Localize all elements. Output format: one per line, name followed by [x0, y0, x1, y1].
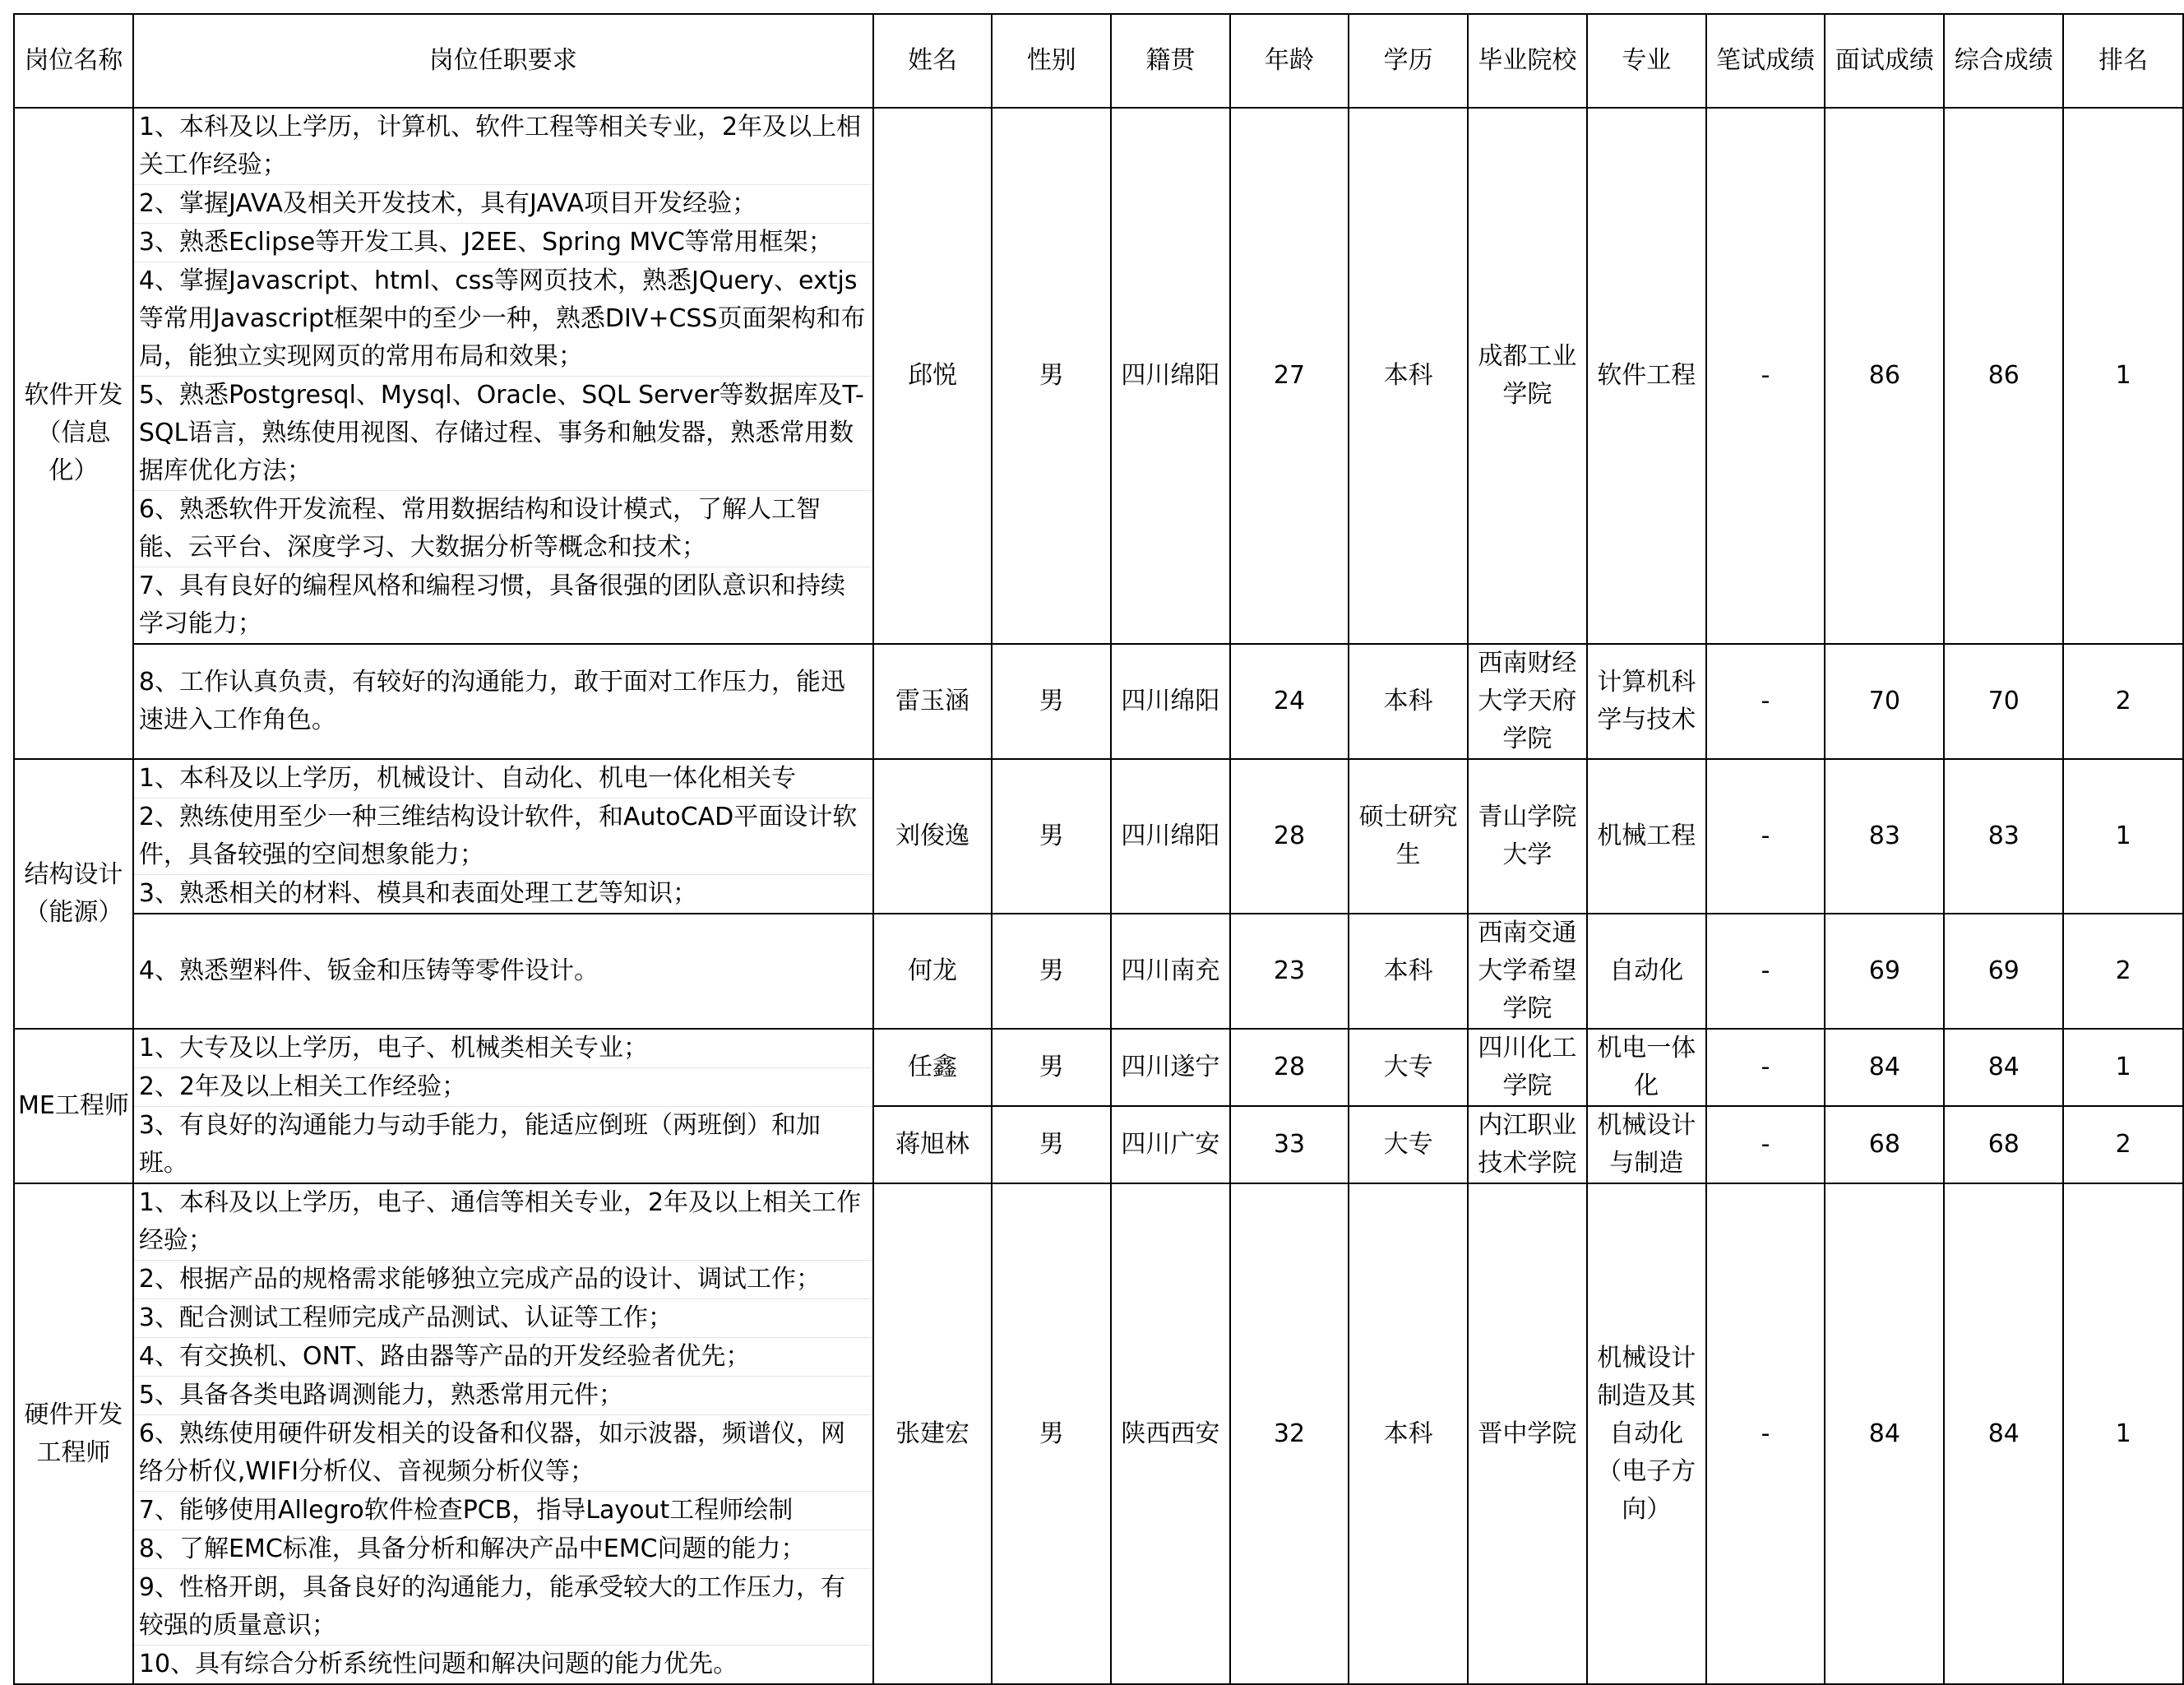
candidate-major: 软件工程 — [1587, 108, 1706, 644]
candidate-age: 28 — [1230, 759, 1349, 914]
header-interview-score: 面试成绩 — [1825, 14, 1944, 108]
position-cell: 软件开发（信息化） — [14, 108, 133, 759]
table-row — [14, 108, 2183, 644]
candidate-name: 任鑫 — [873, 1029, 993, 1106]
candidate-total-score: 83 — [1944, 759, 2063, 914]
candidate-major: 计算机科学与技术 — [1587, 644, 1706, 759]
requirements-cell — [133, 1029, 873, 1183]
candidate-written-score: - — [1706, 1029, 1825, 1106]
candidate-rank: 1 — [2063, 1029, 2183, 1106]
requirement-line: 5、具备各类电路调测能力，熟悉常用元件； — [134, 1377, 872, 1415]
header-education: 学历 — [1349, 14, 1468, 108]
candidate-rank: 1 — [2063, 108, 2183, 644]
candidate-interview-score: 84 — [1825, 1029, 1944, 1106]
candidate-school: 四川化工学院 — [1468, 1029, 1587, 1106]
table-row — [14, 644, 2183, 759]
candidate-school: 西南财经大学天府学院 — [1468, 644, 1587, 759]
requirement-line: 5、熟悉Postgresql、Mysql、Oracle、SQL Server等数据库及T-SQL语言，熟练使用视图、存储过程、事务和触发器，熟悉常用数据库优化方法； — [134, 377, 872, 491]
candidate-origin: 四川绵阳 — [1111, 108, 1230, 644]
header-row — [14, 14, 2183, 108]
requirement-line: 4、有交换机、ONT、路由器等产品的开发经验者优先； — [134, 1338, 872, 1377]
candidate-major: 机械设计制造及其自动化（电子方向） — [1587, 1183, 1706, 1684]
requirement-line: 3、熟悉相关的材料、模具和表面处理工艺等知识； — [138, 879, 697, 908]
candidate-education: 大专 — [1349, 1106, 1468, 1183]
candidate-written-score: - — [1706, 108, 1825, 644]
table-row — [14, 914, 2183, 1029]
candidate-name: 蒋旭林 — [873, 1106, 993, 1183]
candidate-total-score: 68 — [1944, 1106, 2063, 1183]
candidate-name: 何龙 — [873, 914, 993, 1029]
candidate-origin: 四川广安 — [1111, 1106, 1230, 1183]
candidate-total-score: 70 — [1944, 644, 2063, 759]
candidate-gender: 男 — [992, 914, 1111, 1029]
requirements-cell — [133, 1183, 873, 1684]
requirement-line: 2、根据产品的规格需求能够独立完成产品的设计、调试工作； — [134, 1261, 872, 1299]
candidate-major: 机械设计与制造 — [1587, 1106, 1706, 1183]
candidate-education: 本科 — [1349, 914, 1468, 1029]
candidate-rank: 2 — [2063, 644, 2183, 759]
requirement-line: 3、熟悉Eclipse等开发工具、J2EE、Spring MVC等常用框架； — [134, 224, 872, 262]
candidate-gender: 男 — [992, 1029, 1111, 1106]
table-row — [14, 1029, 2183, 1106]
requirement-line: 7、具有良好的编程风格和编程习惯，具备很强的团队意识和持续学习能力； — [138, 572, 845, 638]
header-name: 姓名 — [873, 14, 993, 108]
table-row — [14, 1183, 2183, 1684]
candidate-education: 本科 — [1349, 108, 1468, 644]
candidate-interview-score: 70 — [1825, 644, 1944, 759]
candidate-major: 自动化 — [1587, 914, 1706, 1029]
candidate-education: 本科 — [1349, 1183, 1468, 1684]
position-cell: 硬件开发工程师 — [14, 1183, 133, 1684]
requirement-line: 10、具有综合分析系统性问题和解决问题的能力优先。 — [138, 1650, 738, 1678]
requirement-line: 8、了解EMC标准，具备分析和解决产品中EMC问题的能力； — [134, 1530, 872, 1569]
candidate-interview-score: 86 — [1825, 108, 1944, 644]
requirement-line: 2、2年及以上相关工作经验； — [134, 1068, 872, 1107]
candidate-age: 28 — [1230, 1029, 1349, 1106]
candidate-school: 成都工业学院 — [1468, 108, 1587, 644]
requirement-line: 8、工作认真负责，有较好的沟通能力，敢于面对工作压力，能迅速进入工作角色。 — [138, 668, 845, 734]
candidate-gender: 男 — [992, 759, 1111, 914]
candidate-education: 本科 — [1349, 644, 1468, 759]
candidate-rank: 2 — [2063, 1106, 2183, 1183]
requirement-line: 1、本科及以上学历，电子、通信等相关专业，2年及以上相关工作经验； — [134, 1184, 872, 1261]
candidate-gender: 男 — [992, 1106, 1111, 1183]
results-table — [13, 13, 2184, 1685]
candidate-age: 24 — [1230, 644, 1349, 759]
candidate-age: 23 — [1230, 914, 1349, 1029]
candidate-education: 硕士研究生 — [1349, 759, 1468, 914]
candidate-interview-score: 83 — [1825, 759, 1944, 914]
candidate-name: 刘俊逸 — [873, 759, 993, 914]
header-requirements: 岗位任职要求 — [133, 14, 873, 108]
candidate-interview-score: 84 — [1825, 1183, 1944, 1684]
candidate-major: 机械工程 — [1587, 759, 1706, 914]
table-row — [14, 759, 2183, 914]
candidate-interview-score: 69 — [1825, 914, 1944, 1029]
requirement-line: 4、掌握Javascript、html、css等网页技术，熟悉JQuery、extjs等常用Javascript框架中的至少一种，熟悉DIV+CSS页面架构和布局，能独立实现网页的常用布局和效果； — [134, 262, 872, 377]
requirements-cell — [133, 914, 873, 1029]
candidate-total-score: 69 — [1944, 914, 2063, 1029]
header-position: 岗位名称 — [14, 14, 133, 108]
candidate-rank: 1 — [2063, 1183, 2183, 1684]
requirement-line: 2、掌握JAVA及相关开发技术，具有JAVA项目开发经验； — [134, 185, 872, 224]
candidate-gender: 男 — [992, 644, 1111, 759]
header-gender: 性别 — [992, 14, 1111, 108]
candidate-total-score: 84 — [1944, 1029, 2063, 1106]
candidate-gender: 男 — [992, 108, 1111, 644]
candidate-school: 青山学院大学 — [1468, 759, 1587, 914]
candidate-rank: 2 — [2063, 914, 2183, 1029]
candidate-origin: 四川绵阳 — [1111, 644, 1230, 759]
candidate-name: 张建宏 — [873, 1183, 993, 1684]
requirements-cell — [133, 759, 873, 914]
requirement-line: 1、大专及以上学历，电子、机械类相关专业； — [134, 1030, 872, 1068]
header-major: 专业 — [1587, 14, 1706, 108]
requirement-line: 9、性格开朗，具备良好的沟通能力，能承受较大的工作压力，有较强的质量意识； — [134, 1569, 872, 1646]
header-rank: 排名 — [2063, 14, 2183, 108]
candidate-written-score: - — [1706, 1106, 1825, 1183]
candidate-name: 邱悦 — [873, 108, 993, 644]
candidate-rank: 1 — [2063, 759, 2183, 914]
candidate-written-score: - — [1706, 644, 1825, 759]
header-written-score: 笔试成绩 — [1706, 14, 1825, 108]
candidate-interview-score: 68 — [1825, 1106, 1944, 1183]
position-cell: 结构设计（能源） — [14, 759, 133, 1029]
position-cell: ME工程师 — [14, 1029, 133, 1183]
candidate-school: 晋中学院 — [1468, 1183, 1587, 1684]
requirement-line: 2、熟练使用至少一种三维结构设计软件，和AutoCAD平面设计软件，具备较强的空间想象能力； — [134, 799, 872, 875]
header-school: 毕业院校 — [1468, 14, 1587, 108]
candidate-written-score: - — [1706, 759, 1825, 914]
candidate-age: 27 — [1230, 108, 1349, 644]
candidate-school: 西南交通大学希望学院 — [1468, 914, 1587, 1029]
requirement-line: 3、有良好的沟通能力与动手能力，能适应倒班（两班倒）和加班。 — [138, 1111, 821, 1178]
requirements-cell — [133, 108, 873, 644]
candidate-origin: 陕西西安 — [1111, 1183, 1230, 1684]
candidate-education: 大专 — [1349, 1029, 1468, 1106]
candidate-origin: 四川南充 — [1111, 914, 1230, 1029]
candidate-origin: 四川绵阳 — [1111, 759, 1230, 914]
requirement-line: 3、配合测试工程师完成产品测试、认证等工作； — [134, 1299, 872, 1338]
candidate-age: 32 — [1230, 1183, 1349, 1684]
requirement-line: 6、熟悉软件开发流程、常用数据结构和设计模式，了解人工智能、云平台、深度学习、大数据分析等概念和技术； — [134, 491, 872, 567]
candidate-written-score: - — [1706, 914, 1825, 1029]
candidate-major: 机电一体化 — [1587, 1029, 1706, 1106]
candidate-written-score: - — [1706, 1183, 1825, 1684]
candidate-school: 内江职业技术学院 — [1468, 1106, 1587, 1183]
candidate-gender: 男 — [992, 1183, 1111, 1684]
candidate-total-score: 86 — [1944, 108, 2063, 644]
header-age: 年龄 — [1230, 14, 1349, 108]
header-total-score: 综合成绩 — [1944, 14, 2063, 108]
requirements-cell — [133, 644, 873, 759]
requirement-line: 6、熟练使用硬件研发相关的设备和仪器，如示波器，频谱仪，网络分析仪,WIFI分析仪、音视频分析仪等； — [134, 1415, 872, 1492]
candidate-total-score: 84 — [1944, 1183, 2063, 1684]
requirement-line: 1、本科及以上学历，机械设计、自动化、机电一体化相关专 — [134, 760, 872, 799]
requirement-line: 4、熟悉塑料件、钣金和压铸等零件设计。 — [138, 956, 599, 985]
candidate-age: 33 — [1230, 1106, 1349, 1183]
candidate-origin: 四川遂宁 — [1111, 1029, 1230, 1106]
requirement-line: 7、能够使用Allegro软件检查PCB，指导Layout工程师绘制 — [134, 1492, 872, 1530]
requirement-line: 1、本科及以上学历，计算机、软件工程等相关专业，2年及以上相关工作经验； — [134, 109, 872, 185]
header-origin: 籍贯 — [1111, 14, 1230, 108]
candidate-name: 雷玉涵 — [873, 644, 993, 759]
